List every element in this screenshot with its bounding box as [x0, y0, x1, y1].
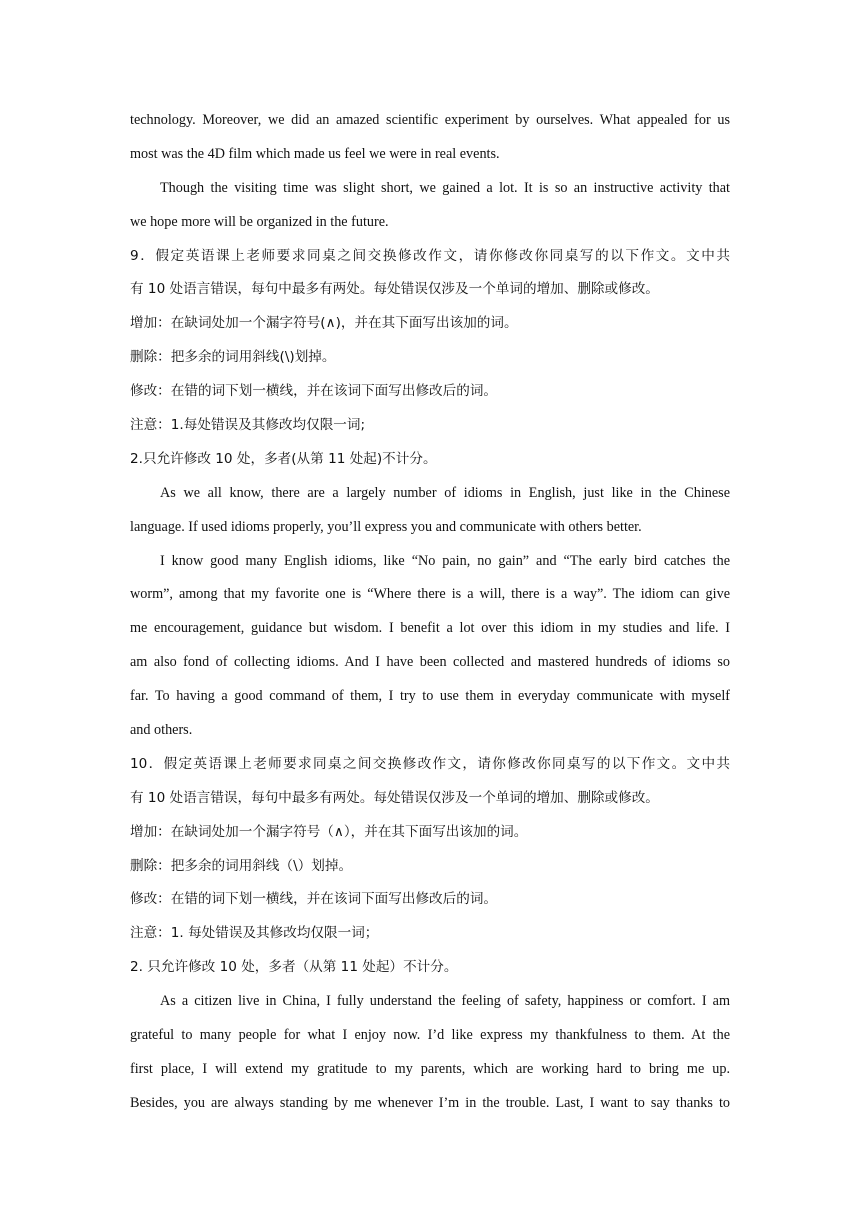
text-line: most was the 4D film which made us feel we were in real events. [130, 145, 500, 162]
text-line: me encouragement, guidance but wisdom. I benefit a lot over this idiom in my studies and life. I [130, 620, 730, 637]
text-line: grateful to many people for what I enjoy now. I’d like express my thankfulness to them. At the [130, 1027, 730, 1044]
text-line: worm”, among that my favorite one is “Where there is a will, there is a way”. The idiom can give [130, 586, 730, 603]
text-line: far. To having a good command of them, I try to use them in everyday communicate with myself [130, 688, 730, 705]
question-9-heading: 9．假定英语课上老师要求同桌之间交换修改作文，请你修改你同桌写的以下作文。文中共 [130, 247, 730, 264]
text-line: As we all know, there are a largely number of idioms in English, just like in the Chinese [160, 484, 730, 501]
text-line: first place, I will extend my gratitude to my parents, which are working hard to bring me up. [130, 1060, 730, 1077]
text-line: 有 10 处语言错误，每句中最多有两处。每处错误仅涉及一个单词的增加、删除或修改。 [130, 281, 659, 298]
instruction-add: 增加：在缺词处加一个漏字符号（∧），并在其下面写出该加的词。 [130, 823, 528, 840]
instruction-add: 增加：在缺词处加一个漏字符号(∧)，并在其下面写出该加的词。 [130, 315, 518, 332]
text-line: 有 10 处语言错误，每句中最多有两处。每处错误仅涉及一个单词的增加、删除或修改。 [130, 789, 659, 806]
instruction-modify: 修改：在错的词下划一横线，并在该词下面写出修改后的词。 [130, 891, 498, 908]
text-line: technology. Moreover, we did an amazed scientific experiment by ourselves. What appealed for us [130, 112, 730, 128]
text-line: As a citizen live in China, I fully understand the feeling of safety, happiness or comfort. I am [160, 993, 730, 1010]
text-line: we hope more will be organized in the future. [130, 213, 389, 230]
instruction-modify: 修改：在错的词下划一横线，并在该词下面写出修改后的词。 [130, 383, 498, 400]
instruction-note: 注意：1. 每处错误及其修改均仅限一词； [130, 925, 379, 942]
text-line: I know good many English idioms, like “No pain, no gain” and “The early bird catches the [160, 552, 730, 569]
document-page [130, 104, 730, 1121]
text-line: Though the visiting time was slight short, we gained a lot. It is so an instructive activity that [160, 179, 730, 196]
text-line: language. If used idioms properly, you’ll express you and communicate with others better. [130, 518, 642, 535]
instruction-note: 注意：1.每处错误及其修改均仅限一词; [130, 417, 366, 434]
instruction-delete: 删除：把多余的词用斜线（\）划掉。 [130, 857, 353, 874]
instruction-note: 2.只允许修改 10 处，多者(从第 11 处起)不计分。 [130, 450, 437, 467]
text-line: Besides, you are always standing by me whenever I’m in the trouble. Last, I want to say thanks to [130, 1094, 730, 1111]
text-line: am also fond of collecting idioms. And I have been collected and mastered hundreds of idioms so [130, 654, 730, 671]
question-10-heading: 10．假定英语课上老师要求同桌之间交换修改作文，请你修改你同桌写的以下作文。文中共 [130, 755, 730, 772]
instruction-note: 2. 只允许修改 10 处，多者（从第 11 处起）不计分。 [130, 959, 458, 976]
instruction-delete: 删除：把多余的词用斜线(\)划掉。 [130, 349, 336, 366]
text-line: and others. [130, 722, 193, 739]
